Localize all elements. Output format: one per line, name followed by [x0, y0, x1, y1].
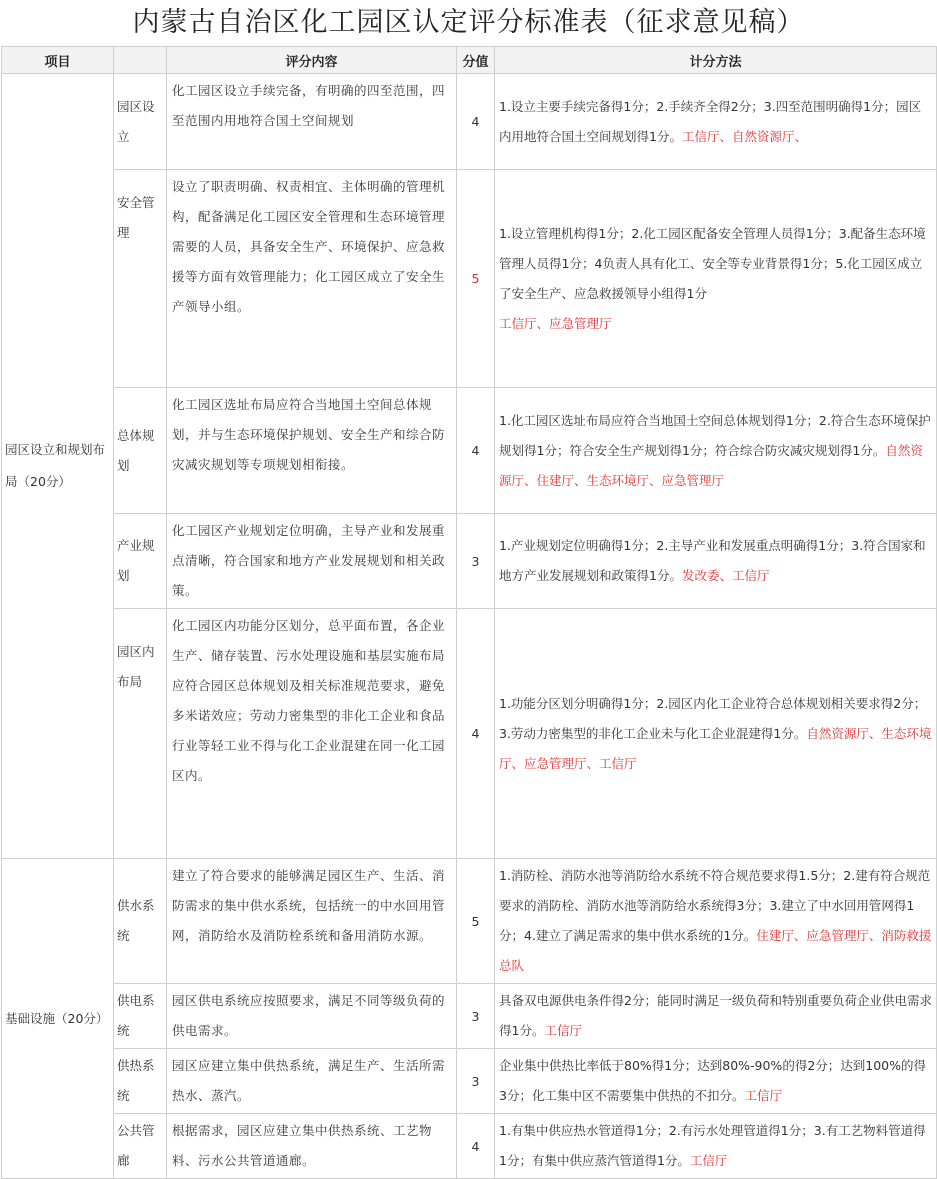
- content-cell: 根据需求，园区应建立集中供热系统、工艺物料、污水公共管道通廊。: [167, 1114, 457, 1179]
- method-text: 企业集中供热比率低于80%得1分；达到80%-90%的得2分；达到100%的得3分；化工集中区不需要集中供热的不扣分。: [499, 1058, 927, 1103]
- table-row: [2, 1049, 937, 1114]
- department-text: 工信厅: [544, 1023, 582, 1038]
- method-text: 1.设立管理机构得1分；2.化工园区配备安全管理人员得1分；3.配备生态环境管理人员得1分；4负责人具有化工、安全等专业背景得1分；5.化工园区成立了安全生产、应急救援领导小组得1分: [499, 225, 926, 301]
- subitem-cell: 供热系统: [114, 1049, 167, 1114]
- method-cell: [495, 74, 937, 170]
- department-text: 工信厅: [689, 1153, 728, 1168]
- method-text: 1.设立主要手续完备得1分；2.手续齐全得2分；3.四至范围明确得1分；园区内用地符合国土空间规划得1分。: [499, 98, 922, 144]
- department-text: 自然资源厅、住建厅、生态环境厅、应急管理厅: [499, 442, 923, 488]
- table-header-row: [2, 47, 937, 74]
- scoring-table: [1, 46, 937, 1179]
- method-cell: [495, 388, 937, 514]
- header-score: 分值: [457, 47, 495, 74]
- method-cell: [495, 170, 937, 388]
- method-cell: [495, 609, 937, 859]
- subitem-cell: 安全管理: [114, 170, 167, 388]
- score-cell: 4: [457, 74, 495, 170]
- content-cell: 化工园区产业规划定位明确，主导产业和发展重点清晰，符合国家和地方产业发展规划和相关政策。: [167, 514, 457, 609]
- subitem-cell: 产业规划: [114, 514, 167, 609]
- table-row: [2, 859, 937, 984]
- department-text: 工信厅: [744, 1088, 782, 1103]
- method-cell: [495, 984, 937, 1049]
- method-text: 1.功能分区划分明确得1分；2.园区内化工企业符合总体规划相关要求得2分；3.劳动力密集型的非化工企业未与化工企业混建得1分。: [499, 695, 927, 741]
- content-cell: 化工园区设立手续完备，有明确的四至范围，四至范围内用地符合国土空间规划: [167, 74, 457, 170]
- content-cell: 建立了符合要求的能够满足园区生产、生活、消防需求的集中供水系统，包括统一的中水回用管网，消防给水及消防栓系统和备用消防水源。: [167, 859, 457, 984]
- content-cell: 园区供电系统应按照要求，满足不同等级负荷的供电需求。: [167, 984, 457, 1049]
- method-text: 具备双电源供电条件得2分；能同时满足一级负荷和特别重要负荷企业供电需求得1分。: [499, 993, 932, 1038]
- table-row: [2, 514, 937, 609]
- method-cell: [495, 859, 937, 984]
- table-row: [2, 74, 937, 170]
- category-cell: 基础设施（20分）: [2, 859, 114, 1179]
- header-content: 评分内容: [167, 47, 457, 74]
- category-cell: 园区设立和规划布局（20分）: [2, 74, 114, 859]
- header-item: 项目: [2, 47, 114, 74]
- content-cell: 化工园区内功能分区划分，总平面布置，各企业生产、储存装置、污水处理设施和基层实施布局应符合园区总体规划及相关标准规范要求，避免多米诺效应；劳动力密集型的非化工企业和食品行业等轻工业不得与化工企业混建在同一化工园区内。: [167, 609, 457, 859]
- subitem-cell: 供电系统: [114, 984, 167, 1049]
- department-text: 住建厅、应急管理厅、消防救援总队: [499, 928, 932, 973]
- score-cell: 5: [457, 170, 495, 388]
- score-cell: 5: [457, 859, 495, 984]
- method-text: 1.有集中供应热水管道得1分；2.有污水处理管道得1分；3.有工艺物料管道得1分；有集中供应蒸汽管道得1分。: [499, 1123, 926, 1168]
- subitem-cell: 公共管廊: [114, 1114, 167, 1179]
- subitem-cell: 供水系统: [114, 859, 167, 984]
- table-row: [2, 609, 937, 859]
- score-cell: 4: [457, 609, 495, 859]
- header-sub: [114, 47, 167, 74]
- method-text: 1.化工园区选址布局应符合当地国土空间总体规划得1分；2.符合生态环境保护规划得1分；符合安全生产规划得1分；符合综合防灾减灾规划得1分。: [499, 412, 931, 458]
- method-cell: [495, 1049, 937, 1114]
- content-cell: 设立了职责明确、权责相宜、主体明确的管理机构，配备满足化工园区安全管理和生态环境管理需要的人员，具备安全生产、环境保护、应急救援等方面有效管理能力；化工园区成立了安全生产领导小组。: [167, 170, 457, 388]
- table-row: [2, 984, 937, 1049]
- table-row: [2, 170, 937, 388]
- subitem-cell: 园区内布局: [114, 609, 167, 859]
- department-text: 发改委、工信厅: [681, 568, 770, 583]
- score-cell: 3: [457, 514, 495, 609]
- department-text: 自然资源厅、生态环境厅、应急管理厅、工信厅: [499, 725, 932, 771]
- method-text: 1.消防栓、消防水池等消防给水系统不符合规范要求得1.5分；2.建有符合规范要求的消防栓、消防水池等消防给水系统得3分；3.建立了中水回用管网得1分；4.建立了满足需求的集中供水系统的1分。: [499, 868, 931, 943]
- department-text: 工信厅、自然资源厅、: [681, 128, 807, 144]
- table-row: [2, 388, 937, 514]
- department-text: 工信厅、应急管理厅: [499, 315, 612, 331]
- score-cell: 3: [457, 984, 495, 1049]
- header-method: 计分方法: [495, 47, 937, 74]
- page-title: 内蒙古自治区化工园区认定评分标准表（征求意见稿）: [132, 7, 805, 38]
- method-text: 1.产业规划定位明确得1分；2.主导产业和发展重点明确得1分；3.符合国家和地方产业发展规划和政策得1分。: [499, 538, 926, 583]
- content-cell: 园区应建立集中供热系统，满足生产、生活所需热水、蒸汽。: [167, 1049, 457, 1114]
- score-cell: 3: [457, 1049, 495, 1114]
- score-cell: 4: [457, 388, 495, 514]
- score-cell: 4: [457, 1114, 495, 1179]
- method-cell: [495, 514, 937, 609]
- subitem-cell: 园区设立: [114, 74, 167, 170]
- subitem-cell: 总体规划: [114, 388, 167, 514]
- content-cell: 化工园区选址布局应符合当地国土空间总体规划，并与生态环境保护规划、安全生产和综合防灾减灾规划等专项规划相衔接。: [167, 388, 457, 514]
